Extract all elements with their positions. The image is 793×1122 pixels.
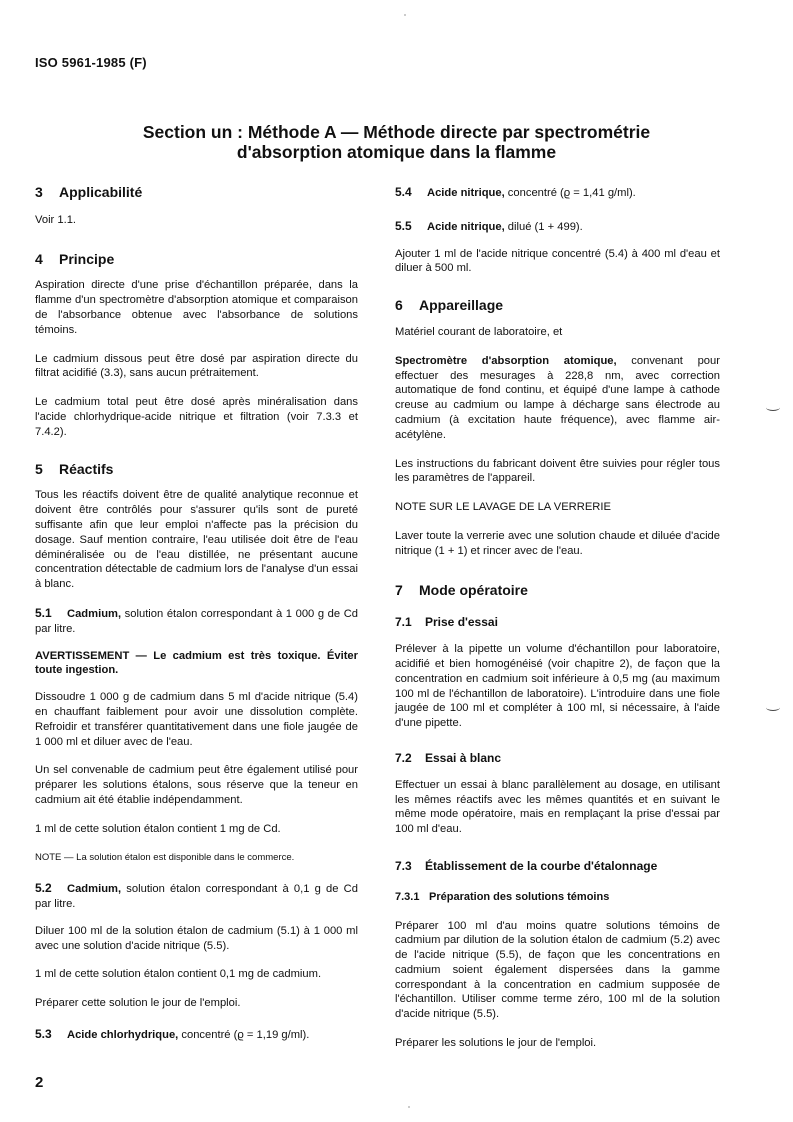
- heading-7-2: 7.2 Essai à blanc: [395, 750, 502, 765]
- paragraph: Un sel convenable de cadmium peut être également utilisé pour préparer les solutions étalons, sous réserve que la teneur en cadmium ait été établie indépendamment.: [35, 764, 358, 806]
- section-title-line1: Section un : Méthode A — Méthode directe par spectrométrie: [142, 122, 651, 142]
- reagent-5-1: 5.1 Cadmium, solution étalon correspondant à 1 000 g de Cd par litre.: [35, 605, 358, 635]
- margin-mark: [766, 404, 780, 411]
- section-title: [0, 122, 793, 162]
- page-header-code: ISO 5961-1985 (F): [35, 55, 147, 70]
- paragraph: Dissoudre 1 000 g de cadmium dans 5 ml d'acide nitrique (5.4) en chauffant faiblement pour avoir une dissolution complète. Refroidir et transférer quantitativement dans une fiole jaugée de 1 000 ml et diluer avec de l'eau.: [35, 691, 358, 748]
- paragraph: Diluer 100 ml de la solution étalon de cadmium (5.1) à 1 000 ml avec une solution d'acide nitrique (5.5).: [35, 924, 358, 952]
- note: NOTE — La solution étalon est disponible dans le commerce.: [35, 851, 295, 863]
- paragraph: Tous les réactifs doivent être de qualité analytique reconnue et doivent être contrôlés pour s'assurer qu'ils sont de pureté suffisante afin que leur emploi n'affecte pas la précision du dosage. Sauf mention contraire, l'eau utilisée doit être de l'eau déminéralisée ou de l'eau distillée, ne présentant aucune concentration détectable de cadmium lors de l'analyse d'un essai à blanc.: [35, 489, 358, 591]
- paragraph: Aspiration directe d'une prise d'échantillon préparée, dans la flamme d'un spectromètre d'absorption atomique et comparaison de l'absorbance obtenue avec l'absorbance de solutions témoins.: [35, 279, 358, 336]
- note-title: NOTE SUR LE LAVAGE DE LA VERRERIE: [395, 501, 611, 514]
- paragraph: Effectuer un essai à blanc parallèlement au dosage, en utilisant les mêmes réactifs avec les mêmes quantités et en suivant le même mode opératoire, mais en remplaçant la prise d'essai par 100 ml d'eau.: [395, 778, 720, 836]
- paragraph: Préparer les solutions le jour de l'emploi.: [395, 1037, 597, 1050]
- paragraph: Préparer 100 ml d'au moins quatre solutions témoins de cadmium par dilution de la solution étalon de cadmium (5.2) avec de l'acide nitrique (5.5), de façon que les concentrations en cadmium soient également dispersées dans la gamme correspondant à la concentration en cadmium supposée de l'échantillon. Utiliser comme terme zéro, 100 ml de la solution d'acide nitrique (5.5).: [395, 919, 720, 1021]
- warning-text: AVERTISSEMENT — Le cadmium est très toxique. Éviter toute ingestion.: [35, 649, 358, 677]
- paragraph: Préparer cette solution le jour de l'emploi.: [35, 997, 241, 1010]
- paragraph: Voir 1.1.: [35, 213, 77, 226]
- reagent-5-4: 5.4 Acide nitrique, concentré (ϱ = 1,41 g/ml).: [395, 185, 636, 199]
- scan-speck: [404, 14, 406, 16]
- heading-7-3-1: 7.3.1 Préparation des solutions témoins: [395, 890, 610, 903]
- heading-3: 3 Applicabilité: [35, 184, 143, 200]
- heading-5: 5 Réactifs: [35, 460, 114, 477]
- heading-6: 6 Appareillage: [395, 297, 504, 314]
- page-number: 2: [35, 1074, 44, 1091]
- paragraph: Spectromètre d'absorption atomique, convenant pour effectuer des mesurages à 228,8 nm, avec correction automatique de fond continu, et équipé d'une lampe à cathode creuse au cadmium ou lampe à décharge sans électrode au cadmium (à excitation haute fréquence), avec flamme air-acétylène.: [395, 354, 720, 441]
- heading-7-1: 7.1 Prise d'essai: [395, 615, 498, 630]
- reagent-5-5: 5.5 Acide nitrique, dilué (1 + 499).: [395, 218, 583, 233]
- heading-4: 4 Principe: [35, 250, 115, 267]
- paragraph: Les instructions du fabricant doivent être suivies pour régler tous les paramètres de l'appareil.: [395, 457, 720, 485]
- paragraph: Le cadmium dissous peut être dosé par aspiration directe du filtrat acidifié (3.3), sans aucun prétraitement.: [35, 352, 358, 380]
- scan-speck: [408, 1106, 410, 1108]
- reagent-5-3: 5.3 Acide chlorhydrique, concentré (ϱ = 1,19 g/ml).: [35, 1027, 310, 1042]
- left-column: [35, 185, 358, 1043]
- paragraph: 1 ml de cette solution étalon contient 0,1 mg de cadmium.: [35, 968, 322, 981]
- paragraph: Le cadmium total peut être dosé après minéralisation dans l'acide chlorhydrique-acide nitrique et filtration (voir 7.3.3 et 7.4.2).: [35, 396, 358, 438]
- right-column: [395, 185, 720, 1051]
- paragraph: Ajouter 1 ml de l'acide nitrique concentré (5.4) à 400 ml d'eau et diluer à 500 ml.: [395, 247, 720, 275]
- section-title-line2: d'absorption atomique dans la flamme: [236, 142, 557, 162]
- reagent-5-2: 5.2 Cadmium, solution étalon correspondant à 0,1 g de Cd par litre.: [35, 881, 358, 911]
- margin-mark: [766, 704, 780, 711]
- paragraph: 1 ml de cette solution étalon contient 1 mg de Cd.: [35, 822, 281, 835]
- paragraph: Laver toute la verrerie avec une solution chaude et diluée d'acide nitrique (1 + 1) et rincer avec de l'eau.: [395, 529, 720, 557]
- heading-7-3: 7.3 Établissement de la courbe d'étalonnage: [395, 858, 658, 873]
- paragraph: Matériel courant de laboratoire, et: [395, 325, 563, 338]
- paragraph: Prélever à la pipette un volume d'échantillon pour laboratoire, acidifié et bien homogénéisé (voir chapitre 2), de façon que la concentration en cadmium soit inférieure à 0,5 mg (au maximum 100 ml de l'échantillon de laboratoire). L'introduire dans une fiole jaugée de 100 ml et compléter à 100 ml, si nécessaire, à l'aide d'une pipette.: [395, 643, 720, 730]
- heading-7: 7 Mode opératoire: [395, 581, 528, 598]
